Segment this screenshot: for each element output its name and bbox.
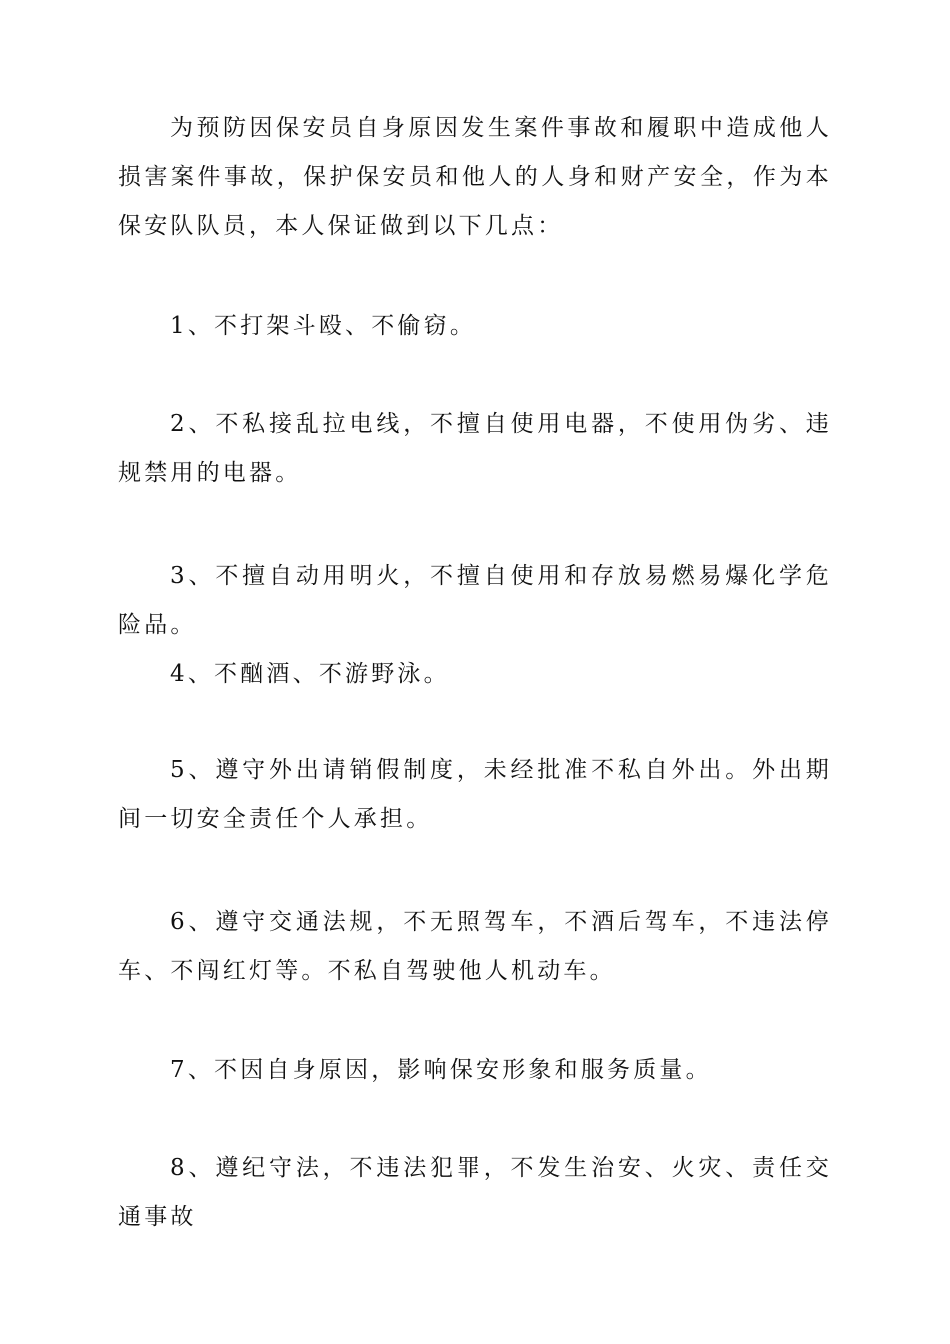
rule-item-3: 3、不擅自动用明火，不擅自使用和存放易燃易爆化学危险品。 bbox=[118, 563, 832, 638]
rule-item-2: 2、不私接乱拉电线，不擅自使用电器，不使用伪劣、违规禁用的电器。 bbox=[118, 411, 832, 486]
intro-paragraph: 为预防因保安员自身原因发生案件事故和履职中造成他人损害案件事故，保护保安员和他人的人身和财产安全，作为本保安队队员，本人保证做到以下几点： bbox=[118, 115, 832, 239]
rule-item-5: 5、遵守外出请销假制度，未经批准不私自外出。外出期间一切安全责任个人承担。 bbox=[118, 757, 832, 832]
rule-item-1: 1、不打架斗殴、不偷窃。 bbox=[170, 313, 477, 339]
rule-item-6: 6、遵守交通法规，不无照驾车，不酒后驾车，不违法停车、不闯红灯等。不私自驾驶他人机动车。 bbox=[118, 909, 832, 984]
rule-item-8: 8、遵纪守法，不违法犯罪，不发生治安、火灾、责任交通事故 bbox=[118, 1155, 832, 1230]
rule-item-7: 7、不因自身原因，影响保安形象和服务质量。 bbox=[170, 1057, 712, 1083]
rule-item-4: 4、不酗酒、不游野泳。 bbox=[170, 661, 450, 687]
